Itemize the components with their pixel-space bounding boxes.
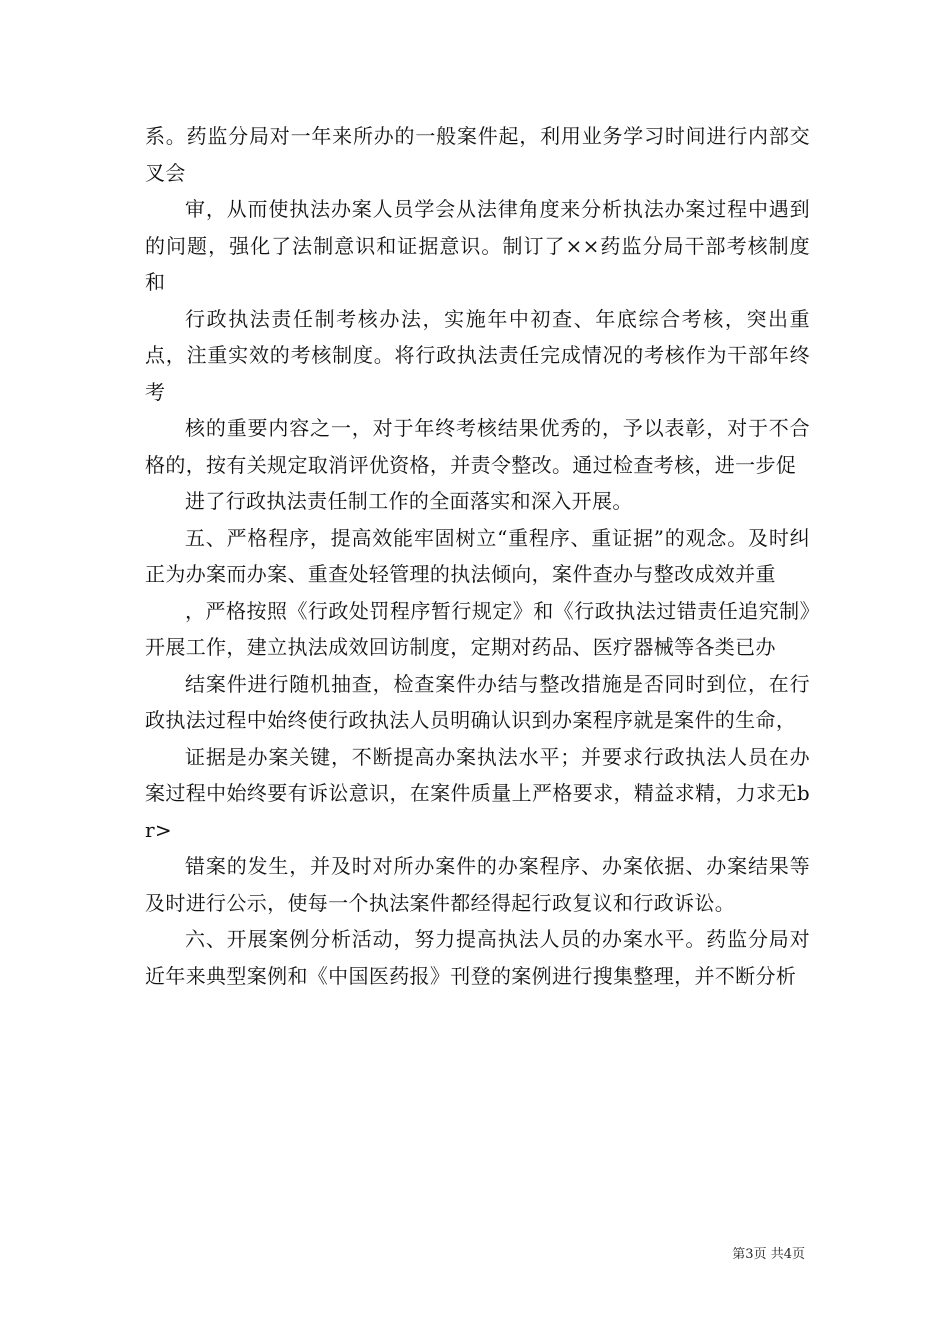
paragraph: 错案的发生，并及时对所办案件的办案程序、办案依据、办案结果等及时进行公示，使每一个执法案件都经得起行政复议和行政诉讼。	[145, 854, 810, 915]
paragraph: 五、严格程序，提高效能牢固树立“重程序、重证据”的观念。及时纠正为办案而办案、重查处轻管理的执法倾向，案件查办与整改成效并重	[145, 525, 810, 586]
paragraph: ，严格按照《行政处罚程序暂行规定》和《行政执法过错责任追究制》开展工作，建立执法成效回访制度，定期对药品、医疗器械等各类已办	[145, 598, 810, 659]
paragraph: 核的重要内容之一，对于年终考核结果优秀的，予以表彰，对于不合格的，按有关规定取消评优资格，并责令整改。通过检查考核，进一步促	[145, 416, 810, 477]
page-label-prefix: 第	[732, 1247, 746, 1262]
page-footer	[0, 1247, 805, 1263]
paragraph: 审，从而使执法办案人员学会从法律角度来分析执法办案过程中遇到的问题，强化了法制意识和证据意识。制订了××药监分局干部考核制度和	[145, 197, 810, 294]
paragraph: 结案件进行随机抽查，检查案件办结与整改措施是否同时到位，在行政执法过程中始终使行政执法人员明确认识到办案程序就是案件的生命，	[145, 671, 810, 732]
total-pages-number: 4	[783, 1247, 792, 1262]
paragraph: 行政执法责任制考核办法，实施年中初查、年底综合考核，突出重点，注重实效的考核制度。将行政执法责任完成情况的考核作为干部年终考	[145, 306, 810, 404]
paragraph: 进了行政执法责任制工作的全面落实和深入开展。	[185, 489, 633, 513]
document-body	[145, 118, 810, 994]
paragraph: 系。药监分局对一年来所办的一般案件起，利用业务学习时间进行内部交叉会	[145, 124, 810, 185]
page-label-suffix: 页	[791, 1247, 805, 1262]
paragraph: 证据是办案关键，不断提高办案执法水平；并要求行政执法人员在办案过程中始终要有诉讼意识，在案件质量上严格要求，精益求精，力求无br>	[145, 744, 810, 842]
current-page-number: 3	[745, 1247, 754, 1262]
page-label-middle: 页 共	[753, 1247, 784, 1262]
paragraph: 六、开展案例分析活动，努力提高执法人员的办案水平。药监分局对近年来典型案例和《中国医药报》刊登的案例进行搜集整理，并不断分析	[145, 927, 810, 988]
